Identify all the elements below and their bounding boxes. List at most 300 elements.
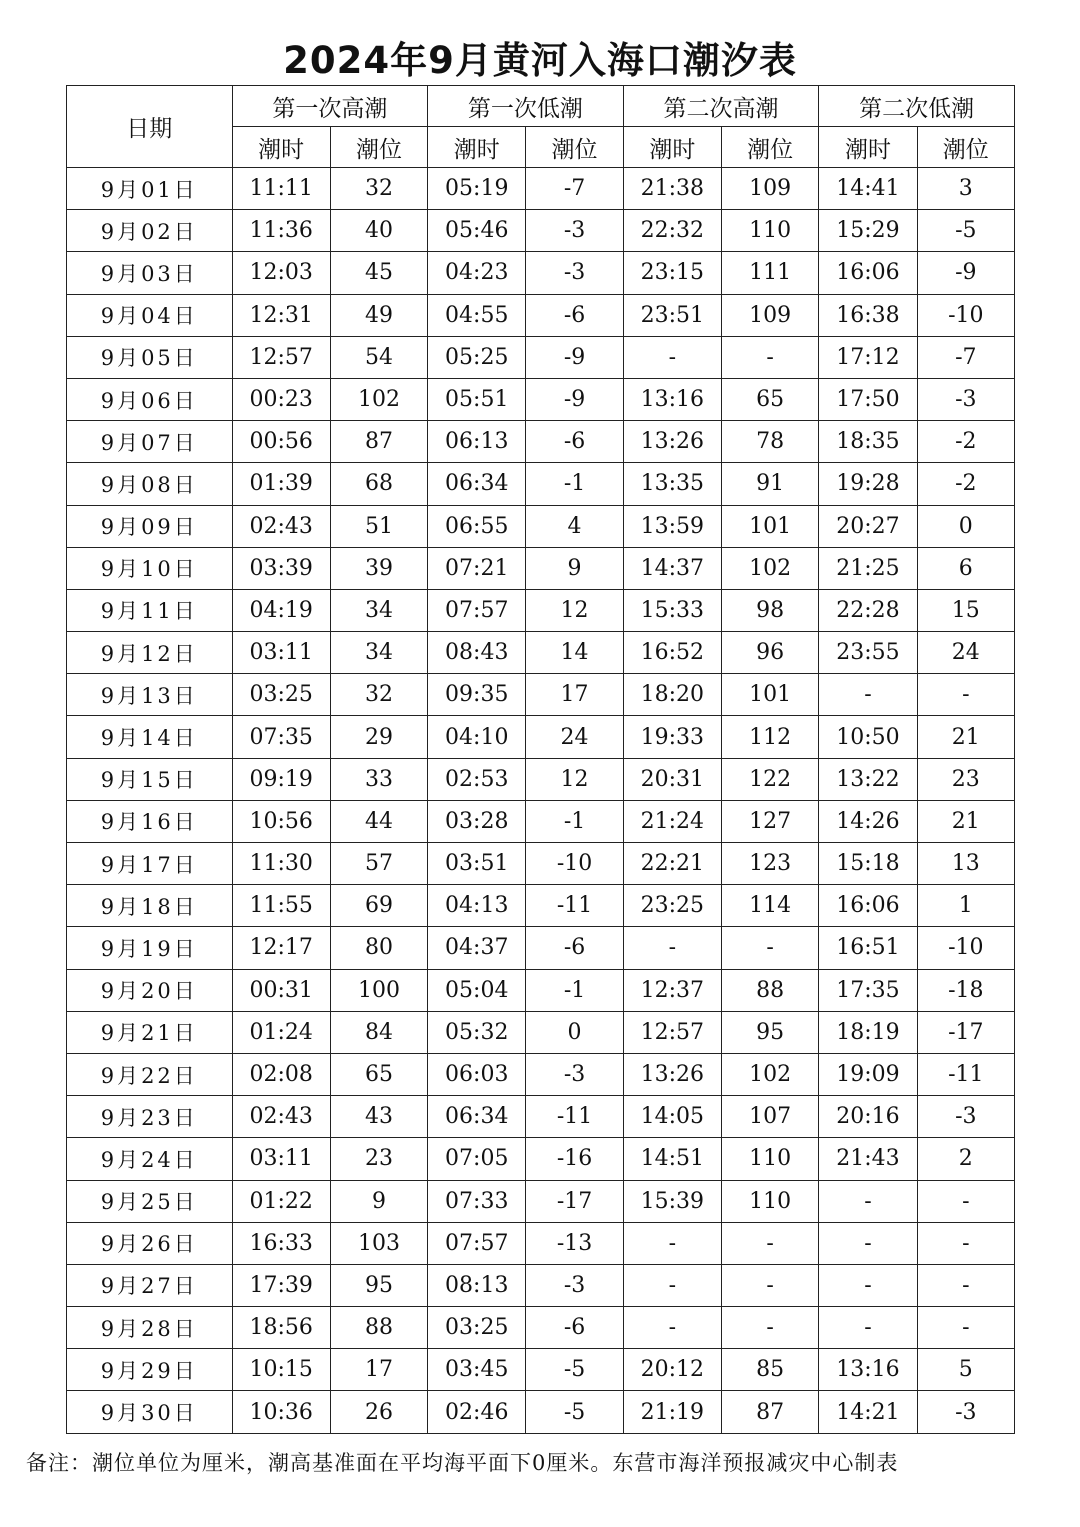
first-low-level-cell: 4 (526, 505, 623, 547)
tide-level-header: 潮位 (722, 127, 819, 168)
table-row (67, 336, 1015, 378)
date-cell: 9月22日 (67, 1053, 233, 1095)
table-header (67, 86, 1015, 168)
first-low-level-cell: -1 (526, 463, 623, 505)
date-cell: 9月21日 (67, 1011, 233, 1053)
second-high-time-cell: - (623, 1264, 721, 1306)
first-low-time-cell: 08:13 (428, 1264, 526, 1306)
first-high-time-cell: 00:31 (232, 969, 330, 1011)
first-low-level-cell: 17 (526, 674, 623, 716)
second-low-level-cell: -9 (917, 252, 1014, 294)
second-high-time-cell: - (623, 1307, 721, 1349)
second-high-level-cell: 87 (722, 1391, 819, 1433)
second-low-time-cell: 21:43 (819, 1138, 917, 1180)
first-high-level-cell: 32 (330, 168, 427, 210)
first-low-time-cell: 05:04 (428, 969, 526, 1011)
second-low-time-cell: 18:35 (819, 421, 917, 463)
first-high-time-cell: 11:36 (232, 210, 330, 252)
date-cell: 9月19日 (67, 927, 233, 969)
first-low-level-cell: -9 (526, 336, 623, 378)
second-high-level-cell: 65 (722, 378, 819, 420)
tide-time-header: 潮时 (232, 127, 330, 168)
table-row (67, 969, 1015, 1011)
table-row (67, 252, 1015, 294)
second-low-time-cell: - (819, 674, 917, 716)
first-low-level-cell: -11 (526, 1096, 623, 1138)
first-low-time-cell: 05:46 (428, 210, 526, 252)
first-high-level-cell: 57 (330, 843, 427, 885)
date-cell: 9月04日 (67, 294, 233, 336)
first-low-time-cell: 05:32 (428, 1011, 526, 1053)
second-low-time-cell: 16:38 (819, 294, 917, 336)
first-high-level-cell: 102 (330, 378, 427, 420)
second-high-level-cell: 98 (722, 589, 819, 631)
first-low-time-cell: 04:13 (428, 885, 526, 927)
second-low-level-cell: 6 (917, 547, 1014, 589)
second-high-time-cell: 15:33 (623, 589, 721, 631)
first-high-level-cell: 40 (330, 210, 427, 252)
first-high-level-cell: 100 (330, 969, 427, 1011)
second-low-level-cell: -10 (917, 294, 1014, 336)
date-cell: 9月16日 (67, 800, 233, 842)
second-low-time-cell: 13:16 (819, 1349, 917, 1391)
first-low-level-cell: -7 (526, 168, 623, 210)
first-low-level-cell: 12 (526, 589, 623, 631)
second-low-time-cell: 10:50 (819, 716, 917, 758)
second-high-time-cell: 20:12 (623, 1349, 721, 1391)
table-row (67, 378, 1015, 420)
first-high-level-cell: 9 (330, 1180, 427, 1222)
second-low-level-cell: 0 (917, 505, 1014, 547)
table-row (67, 210, 1015, 252)
first-low-level-cell: -6 (526, 294, 623, 336)
first-high-level-cell: 54 (330, 336, 427, 378)
first-high-time-cell: 02:43 (232, 505, 330, 547)
second-high-level-cell: - (722, 1222, 819, 1264)
first-low-level-cell: 0 (526, 1011, 623, 1053)
second-low-time-cell: 14:21 (819, 1391, 917, 1433)
second-low-level-cell: 21 (917, 800, 1014, 842)
second-low-level-cell: 3 (917, 168, 1014, 210)
date-cell: 9月07日 (67, 421, 233, 463)
second-low-time-cell: 13:22 (819, 758, 917, 800)
second-high-time-cell: 14:51 (623, 1138, 721, 1180)
first-low-level-cell: -16 (526, 1138, 623, 1180)
tide-time-header: 潮时 (623, 127, 721, 168)
second-high-level-cell: 95 (722, 1011, 819, 1053)
first-low-tide-header: 第一次低潮 (428, 86, 624, 127)
first-low-level-cell: -17 (526, 1180, 623, 1222)
date-header: 日期 (67, 86, 233, 168)
first-low-time-cell: 06:34 (428, 463, 526, 505)
first-high-level-cell: 34 (330, 589, 427, 631)
first-low-level-cell: -5 (526, 1349, 623, 1391)
second-high-time-cell: 14:37 (623, 547, 721, 589)
second-low-level-cell: -5 (917, 210, 1014, 252)
first-low-time-cell: 07:33 (428, 1180, 526, 1222)
second-low-time-cell: 20:16 (819, 1096, 917, 1138)
second-low-level-cell: 13 (917, 843, 1014, 885)
first-high-time-cell: 11:30 (232, 843, 330, 885)
table-row (67, 885, 1015, 927)
date-cell: 9月18日 (67, 885, 233, 927)
table-row (67, 1011, 1015, 1053)
first-high-level-cell: 34 (330, 632, 427, 674)
second-low-level-cell: -3 (917, 378, 1014, 420)
second-low-time-cell: 19:28 (819, 463, 917, 505)
first-low-time-cell: 05:19 (428, 168, 526, 210)
first-high-level-cell: 69 (330, 885, 427, 927)
second-high-time-cell: 20:31 (623, 758, 721, 800)
first-high-time-cell: 03:11 (232, 1138, 330, 1180)
first-high-level-cell: 26 (330, 1391, 427, 1433)
table-row (67, 505, 1015, 547)
second-low-level-cell: -2 (917, 421, 1014, 463)
second-high-level-cell: 127 (722, 800, 819, 842)
first-low-level-cell: -13 (526, 1222, 623, 1264)
second-high-level-cell: 96 (722, 632, 819, 674)
first-low-time-cell: 08:43 (428, 632, 526, 674)
first-high-time-cell: 18:56 (232, 1307, 330, 1349)
second-low-time-cell: 16:06 (819, 252, 917, 294)
date-cell: 9月24日 (67, 1138, 233, 1180)
second-high-level-cell: - (722, 336, 819, 378)
second-high-level-cell: 109 (722, 294, 819, 336)
second-low-time-cell: 17:50 (819, 378, 917, 420)
second-low-level-cell: - (917, 674, 1014, 716)
first-low-level-cell: -11 (526, 885, 623, 927)
first-high-level-cell: 49 (330, 294, 427, 336)
tide-time-header: 潮时 (428, 127, 526, 168)
second-low-time-cell: 19:09 (819, 1053, 917, 1095)
date-cell: 9月23日 (67, 1096, 233, 1138)
first-low-level-cell: 9 (526, 547, 623, 589)
second-high-time-cell: - (623, 336, 721, 378)
second-low-level-cell: 21 (917, 716, 1014, 758)
page-title: 2024年9月黄河入海口潮汐表 (283, 39, 797, 82)
second-high-time-cell: 22:32 (623, 210, 721, 252)
first-high-level-cell: 84 (330, 1011, 427, 1053)
first-low-time-cell: 06:55 (428, 505, 526, 547)
first-low-level-cell: 14 (526, 632, 623, 674)
second-low-time-cell: 15:29 (819, 210, 917, 252)
first-high-time-cell: 07:35 (232, 716, 330, 758)
first-high-time-cell: 17:39 (232, 1264, 330, 1306)
first-high-time-cell: 01:22 (232, 1180, 330, 1222)
first-high-time-cell: 02:08 (232, 1053, 330, 1095)
date-cell: 9月08日 (67, 463, 233, 505)
first-high-time-cell: 12:57 (232, 336, 330, 378)
second-high-level-cell: 122 (722, 758, 819, 800)
second-high-time-cell: 13:26 (623, 421, 721, 463)
first-high-time-cell: 11:11 (232, 168, 330, 210)
second-high-time-cell: 22:21 (623, 843, 721, 885)
table-row (67, 1222, 1015, 1264)
table-row (67, 1053, 1015, 1095)
first-low-time-cell: 05:25 (428, 336, 526, 378)
second-low-level-cell: 24 (917, 632, 1014, 674)
second-low-level-cell: - (917, 1307, 1014, 1349)
first-high-level-cell: 65 (330, 1053, 427, 1095)
table-row (67, 547, 1015, 589)
first-high-level-cell: 23 (330, 1138, 427, 1180)
table-row (67, 927, 1015, 969)
date-cell: 9月02日 (67, 210, 233, 252)
first-low-level-cell: -1 (526, 969, 623, 1011)
first-low-time-cell: 07:57 (428, 589, 526, 631)
first-high-time-cell: 01:39 (232, 463, 330, 505)
first-high-time-cell: 03:11 (232, 632, 330, 674)
second-low-level-cell: 1 (917, 885, 1014, 927)
second-high-level-cell: 112 (722, 716, 819, 758)
second-high-time-cell: 23:51 (623, 294, 721, 336)
date-cell: 9月14日 (67, 716, 233, 758)
first-low-time-cell: 02:46 (428, 1391, 526, 1433)
second-high-level-cell: - (722, 927, 819, 969)
second-low-time-cell: 21:25 (819, 547, 917, 589)
table-row (67, 1349, 1015, 1391)
table-row (67, 1264, 1015, 1306)
table-row (67, 589, 1015, 631)
table-row (67, 674, 1015, 716)
second-high-level-cell: 91 (722, 463, 819, 505)
first-low-time-cell: 03:28 (428, 800, 526, 842)
first-high-level-cell: 68 (330, 463, 427, 505)
second-low-time-cell: 23:55 (819, 632, 917, 674)
first-low-time-cell: 04:37 (428, 927, 526, 969)
second-high-time-cell: 13:16 (623, 378, 721, 420)
first-high-level-cell: 95 (330, 1264, 427, 1306)
first-high-level-cell: 17 (330, 1349, 427, 1391)
first-low-level-cell: -9 (526, 378, 623, 420)
second-high-time-cell: 21:38 (623, 168, 721, 210)
second-high-level-cell: 114 (722, 885, 819, 927)
tide-table (66, 85, 1015, 1434)
second-high-level-cell: 78 (722, 421, 819, 463)
second-high-time-cell: 13:59 (623, 505, 721, 547)
second-high-time-cell: 21:24 (623, 800, 721, 842)
date-cell: 9月09日 (67, 505, 233, 547)
first-high-time-cell: 02:43 (232, 1096, 330, 1138)
second-low-time-cell: - (819, 1264, 917, 1306)
second-low-time-cell: - (819, 1180, 917, 1222)
second-high-time-cell: 21:19 (623, 1391, 721, 1433)
first-high-time-cell: 10:15 (232, 1349, 330, 1391)
second-low-level-cell: 15 (917, 589, 1014, 631)
first-low-level-cell: -6 (526, 927, 623, 969)
first-low-time-cell: 05:51 (428, 378, 526, 420)
second-high-level-cell: 102 (722, 1053, 819, 1095)
second-low-level-cell: 5 (917, 1349, 1014, 1391)
first-low-level-cell: -3 (526, 1053, 623, 1095)
first-high-time-cell: 00:23 (232, 378, 330, 420)
first-high-level-cell: 88 (330, 1307, 427, 1349)
first-low-time-cell: 04:10 (428, 716, 526, 758)
first-low-time-cell: 04:55 (428, 294, 526, 336)
second-low-time-cell: 15:18 (819, 843, 917, 885)
second-low-level-cell: -18 (917, 969, 1014, 1011)
second-low-time-cell: 16:06 (819, 885, 917, 927)
second-high-time-cell: 23:15 (623, 252, 721, 294)
second-low-time-cell: - (819, 1222, 917, 1264)
second-high-time-cell: 15:39 (623, 1180, 721, 1222)
second-low-time-cell: 20:27 (819, 505, 917, 547)
first-low-time-cell: 03:51 (428, 843, 526, 885)
second-high-level-cell: 110 (722, 210, 819, 252)
second-low-level-cell: 2 (917, 1138, 1014, 1180)
second-high-level-cell: 110 (722, 1180, 819, 1222)
date-cell: 9月05日 (67, 336, 233, 378)
first-low-time-cell: 03:25 (428, 1307, 526, 1349)
date-cell: 9月11日 (67, 589, 233, 631)
first-high-level-cell: 103 (330, 1222, 427, 1264)
second-high-time-cell: 12:57 (623, 1011, 721, 1053)
second-low-level-cell: -11 (917, 1053, 1014, 1095)
second-low-time-cell: 17:35 (819, 969, 917, 1011)
first-high-time-cell: 10:36 (232, 1391, 330, 1433)
table-row (67, 758, 1015, 800)
tide-level-header: 潮位 (330, 127, 427, 168)
second-high-time-cell: 23:25 (623, 885, 721, 927)
date-cell: 9月06日 (67, 378, 233, 420)
first-low-time-cell: 04:23 (428, 252, 526, 294)
table-row (67, 168, 1015, 210)
date-cell: 9月01日 (67, 168, 233, 210)
first-high-time-cell: 12:17 (232, 927, 330, 969)
first-high-time-cell: 03:25 (232, 674, 330, 716)
first-high-level-cell: 44 (330, 800, 427, 842)
first-high-time-cell: 00:56 (232, 421, 330, 463)
table-row (67, 421, 1015, 463)
second-low-level-cell: -3 (917, 1096, 1014, 1138)
second-high-time-cell: 12:37 (623, 969, 721, 1011)
first-low-time-cell: 06:03 (428, 1053, 526, 1095)
first-low-level-cell: -3 (526, 252, 623, 294)
first-high-level-cell: 39 (330, 547, 427, 589)
second-low-time-cell: 17:12 (819, 336, 917, 378)
first-low-level-cell: -3 (526, 1264, 623, 1306)
first-low-level-cell: -10 (526, 843, 623, 885)
table-row (67, 1180, 1015, 1222)
second-high-time-cell: 13:26 (623, 1053, 721, 1095)
date-cell: 9月17日 (67, 843, 233, 885)
second-high-level-cell: 123 (722, 843, 819, 885)
second-high-level-cell: 109 (722, 168, 819, 210)
first-high-time-cell: 01:24 (232, 1011, 330, 1053)
second-low-level-cell: -2 (917, 463, 1014, 505)
first-high-level-cell: 43 (330, 1096, 427, 1138)
date-cell: 9月10日 (67, 547, 233, 589)
second-low-level-cell: -10 (917, 927, 1014, 969)
first-high-level-cell: 87 (330, 421, 427, 463)
second-low-level-cell: - (917, 1222, 1014, 1264)
second-low-level-cell: -17 (917, 1011, 1014, 1053)
first-low-time-cell: 09:35 (428, 674, 526, 716)
tide-time-header: 潮时 (819, 127, 917, 168)
first-high-level-cell: 80 (330, 927, 427, 969)
second-high-time-cell: - (623, 1222, 721, 1264)
date-cell: 9月28日 (67, 1307, 233, 1349)
second-low-time-cell: 16:51 (819, 927, 917, 969)
first-low-level-cell: -1 (526, 800, 623, 842)
second-low-time-cell: 18:19 (819, 1011, 917, 1053)
tide-level-header: 潮位 (917, 127, 1014, 168)
table-row (67, 1391, 1015, 1433)
table-row (67, 716, 1015, 758)
second-low-time-cell: 14:41 (819, 168, 917, 210)
second-high-level-cell: 102 (722, 547, 819, 589)
second-high-level-cell: 107 (722, 1096, 819, 1138)
tide-level-header: 潮位 (526, 127, 623, 168)
second-high-tide-header: 第二次高潮 (623, 86, 819, 127)
table-row (67, 294, 1015, 336)
first-high-time-cell: 16:33 (232, 1222, 330, 1264)
first-high-time-cell: 09:19 (232, 758, 330, 800)
date-cell: 9月27日 (67, 1264, 233, 1306)
second-low-level-cell: - (917, 1180, 1014, 1222)
second-low-time-cell: - (819, 1307, 917, 1349)
first-low-time-cell: 07:57 (428, 1222, 526, 1264)
first-low-time-cell: 03:45 (428, 1349, 526, 1391)
first-low-level-cell: 12 (526, 758, 623, 800)
table-row (67, 463, 1015, 505)
second-high-time-cell: 18:20 (623, 674, 721, 716)
second-high-level-cell: 85 (722, 1349, 819, 1391)
second-low-tide-header: 第二次低潮 (819, 86, 1015, 127)
second-low-level-cell: -3 (917, 1391, 1014, 1433)
second-high-level-cell: 101 (722, 505, 819, 547)
first-high-level-cell: 33 (330, 758, 427, 800)
first-high-level-cell: 51 (330, 505, 427, 547)
table-row (67, 1307, 1015, 1349)
first-low-level-cell: -5 (526, 1391, 623, 1433)
table-row (67, 1138, 1015, 1180)
table-row (67, 843, 1015, 885)
first-low-time-cell: 02:53 (428, 758, 526, 800)
first-high-level-cell: 45 (330, 252, 427, 294)
first-high-time-cell: 11:55 (232, 885, 330, 927)
second-high-level-cell: - (722, 1264, 819, 1306)
date-cell: 9月15日 (67, 758, 233, 800)
first-high-tide-header: 第一次高潮 (232, 86, 428, 127)
first-low-level-cell: -6 (526, 421, 623, 463)
footnote: 备注：潮位单位为厘米，潮高基准面在平均海平面下0厘米。东营市海洋预报减灾中心制表 (26, 1451, 899, 1475)
first-high-level-cell: 32 (330, 674, 427, 716)
first-low-level-cell: -6 (526, 1307, 623, 1349)
second-low-level-cell: -7 (917, 336, 1014, 378)
table-body (67, 168, 1015, 1434)
table-row (67, 632, 1015, 674)
second-high-time-cell: 13:35 (623, 463, 721, 505)
second-high-time-cell: 16:52 (623, 632, 721, 674)
table-row (67, 1096, 1015, 1138)
second-low-level-cell: - (917, 1264, 1014, 1306)
date-cell: 9月12日 (67, 632, 233, 674)
first-low-time-cell: 07:05 (428, 1138, 526, 1180)
table-row (67, 800, 1015, 842)
first-high-time-cell: 12:03 (232, 252, 330, 294)
first-low-time-cell: 06:13 (428, 421, 526, 463)
date-cell: 9月03日 (67, 252, 233, 294)
first-high-level-cell: 29 (330, 716, 427, 758)
first-low-time-cell: 06:34 (428, 1096, 526, 1138)
second-high-time-cell: 19:33 (623, 716, 721, 758)
date-cell: 9月13日 (67, 674, 233, 716)
first-low-level-cell: 24 (526, 716, 623, 758)
second-high-level-cell: 101 (722, 674, 819, 716)
first-high-time-cell: 04:19 (232, 589, 330, 631)
second-high-time-cell: 14:05 (623, 1096, 721, 1138)
